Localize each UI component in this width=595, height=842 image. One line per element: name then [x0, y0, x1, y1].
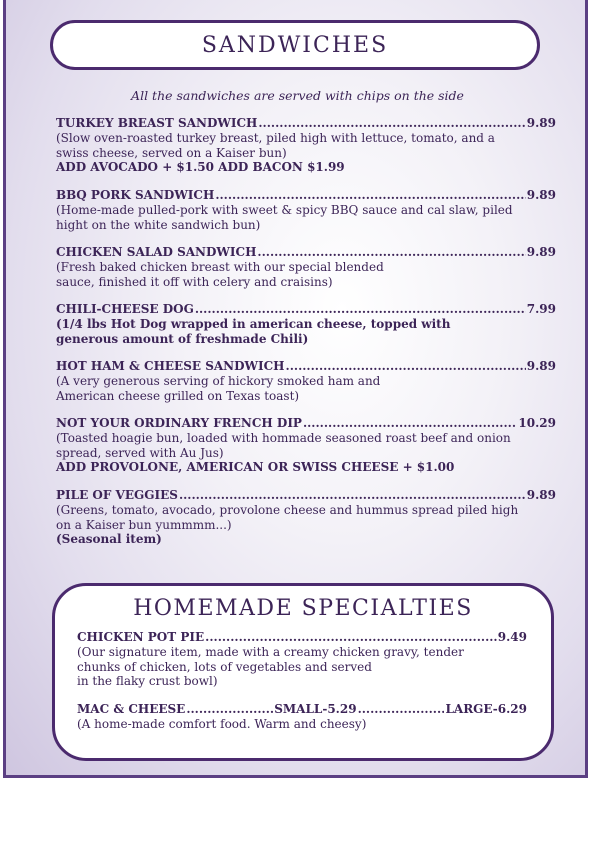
- menu-item: [56, 488, 556, 547]
- specialties-list: [77, 630, 527, 744]
- item-description: hight on the white sandwich bun): [56, 217, 261, 232]
- item-addon: (Seasonal item): [56, 532, 162, 546]
- item-description: (Slow oven-roasted turkey breast, piled high with lettuce, tomato, and a: [56, 131, 495, 145]
- item-description: in the flaky crust bowl): [77, 674, 218, 688]
- item-name: TURKEY BREAST SANDWICH: [56, 116, 258, 130]
- item-name: BBQ PORK SANDWICH: [56, 188, 215, 202]
- sandwich-list: [56, 116, 556, 560]
- item-name: HOT HAM & CHEESE SANDWICH: [56, 359, 285, 373]
- item-description: American cheese grilled on Texas toast): [56, 388, 300, 403]
- item-description: (Greens, tomato, avocado, provolone cheese and hummus spread piled high: [56, 503, 519, 517]
- item-description: swiss cheese, served on a Kaiser bun): [56, 145, 287, 160]
- item-price-large: LARGE-6.29: [445, 701, 527, 716]
- item-price: 9.49: [497, 630, 527, 644]
- menu-item: [56, 188, 556, 232]
- item-price: 9.89: [526, 188, 556, 202]
- item-description: generous amount of freshmade Chili): [56, 331, 309, 346]
- item-name: CHICKEN SALAD SANDWICH: [56, 245, 257, 259]
- item-description: (Fresh baked chicken breast with our special blended: [56, 260, 384, 274]
- item-addon: ADD AVOCADO + $1.50 ADD BACON $1.99: [56, 160, 345, 174]
- item-description: (Home-made pulled-pork with sweet & spicy BBQ sauce and cal slaw, piled: [56, 203, 513, 217]
- item-description: on a Kaiser bun yummmm...): [56, 517, 232, 532]
- menu-item: [56, 416, 556, 475]
- menu-item: [56, 359, 556, 403]
- item-name: NOT YOUR ORDINARY FRENCH DIP: [56, 416, 302, 430]
- item-price-small: SMALL-5.29: [274, 701, 357, 716]
- item-description: chunks of chicken, lots of vegetables and served: [77, 659, 372, 674]
- item-price: 10.29: [518, 416, 556, 430]
- item-description: (A home-made comfort food. Warm and cheesy): [77, 716, 367, 731]
- item-price: 9.89: [526, 245, 556, 259]
- section-title: SANDWICHES: [201, 32, 389, 58]
- item-price: 9.89: [526, 488, 556, 502]
- item-description: (Toasted hoagie bun, loaded with hommade seasoned roast beef and onion: [56, 431, 511, 445]
- menu-item: [56, 245, 556, 289]
- menu-item: [77, 702, 527, 732]
- menu-item: [77, 630, 527, 689]
- item-description: (Our signature item, made with a creamy chicken gravy, tender: [77, 645, 464, 659]
- item-price: 9.89: [526, 116, 556, 130]
- item-description: (A very generous serving of hickory smoked ham and: [56, 374, 381, 388]
- specialties-box: [52, 583, 554, 761]
- item-name: PILE OF VEGGIES: [56, 488, 178, 502]
- item-price: 9.89: [526, 359, 556, 373]
- served-with-note: All the sandwiches are served with chips on the side: [131, 88, 464, 103]
- item-name: CHILI-CHEESE DOG: [56, 302, 194, 316]
- item-description: spread, served with Au Jus): [56, 445, 224, 460]
- menu-item: [56, 302, 556, 346]
- menu-item: [56, 116, 556, 175]
- item-name: MAC & CHEESE: [77, 701, 186, 716]
- item-description: (1/4 lbs Hot Dog wrapped in american cheese, topped with: [56, 317, 451, 331]
- item-name: CHICKEN POT PIE: [77, 630, 205, 644]
- item-description: sauce, finished it off with celery and craisins): [56, 274, 333, 289]
- sandwiches-banner: [50, 20, 540, 70]
- specialties-title: HOMEMADE SPECIALTIES: [133, 596, 473, 621]
- item-addon: ADD PROVOLONE, AMERICAN OR SWISS CHEESE + $1.00: [56, 460, 455, 474]
- item-price: 7.99: [526, 302, 556, 316]
